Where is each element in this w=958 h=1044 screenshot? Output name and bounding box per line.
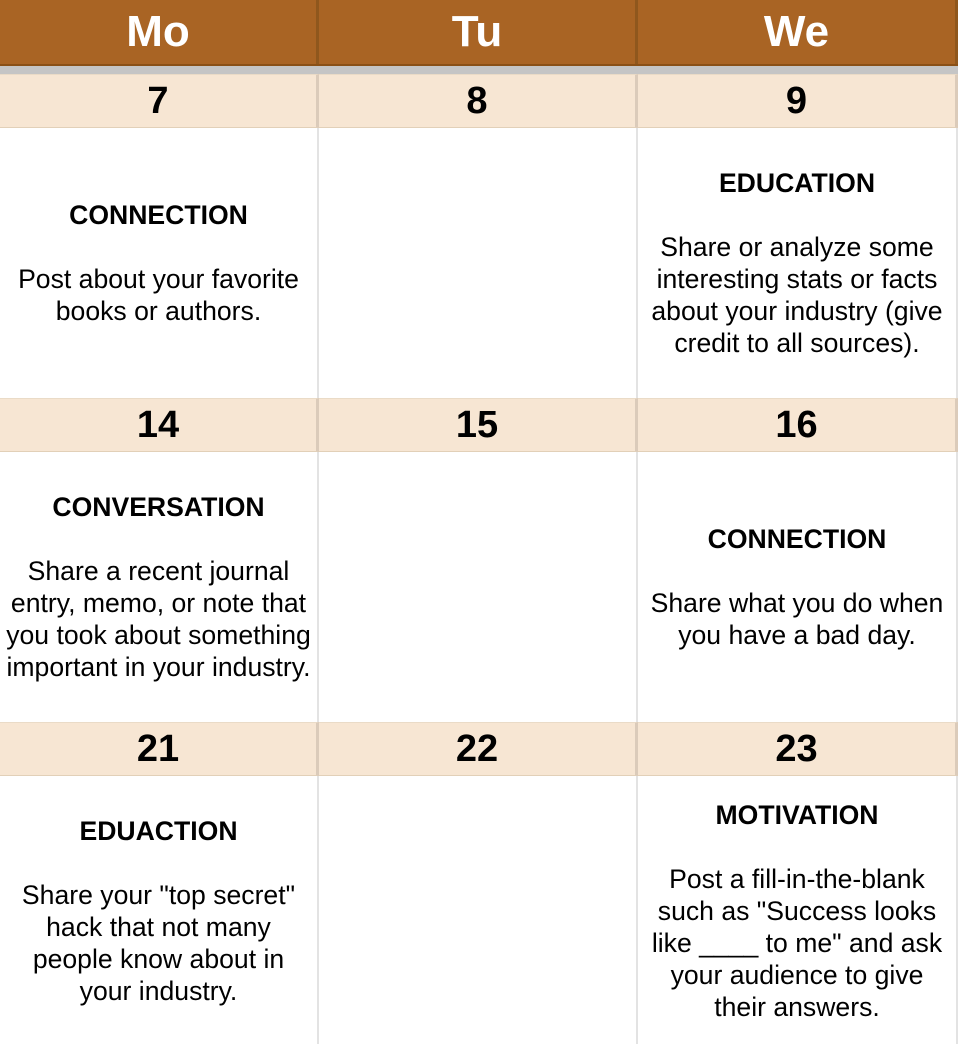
content-row-week2 bbox=[0, 452, 958, 722]
cell-text: Share what you do when you have a bad day. bbox=[650, 588, 944, 650]
cell-category: MOTIVATION bbox=[715, 800, 879, 830]
date-cell-14[interactable]: 14 bbox=[0, 398, 319, 452]
date-row-week3 bbox=[0, 722, 958, 776]
cell-category: CONNECTION bbox=[69, 200, 248, 230]
content-cell-tu-8[interactable] bbox=[319, 128, 638, 398]
content-row-week1 bbox=[0, 128, 958, 398]
day-header-tu[interactable]: Tu bbox=[319, 0, 638, 64]
cell-category: CONVERSATION bbox=[52, 492, 265, 522]
cell-category: EDUCATION bbox=[718, 168, 876, 198]
content-cell-mo-7[interactable] bbox=[0, 128, 319, 398]
day-header-row bbox=[0, 0, 958, 66]
content-cell-mo-21[interactable] bbox=[0, 776, 319, 1044]
date-row-week1 bbox=[0, 74, 958, 128]
date-cell-22[interactable]: 22 bbox=[319, 722, 638, 776]
date-cell-15[interactable]: 15 bbox=[319, 398, 638, 452]
cell-text: Share or analyze some interesting stats or facts about your industry (give credit to all sources). bbox=[651, 232, 943, 358]
cell-category: CONNECTION bbox=[707, 524, 887, 554]
cell-category: EDUACTION bbox=[79, 816, 238, 846]
date-row-week2 bbox=[0, 398, 958, 452]
date-cell-9[interactable]: 9 bbox=[638, 74, 958, 128]
content-cell-tu-22[interactable] bbox=[319, 776, 638, 1044]
cell-text: Share your "top secret" hack that not many people know about in your industry. bbox=[21, 880, 296, 1006]
date-cell-8[interactable]: 8 bbox=[319, 74, 638, 128]
date-cell-7[interactable]: 7 bbox=[0, 74, 319, 128]
day-header-mo[interactable]: Mo bbox=[0, 0, 319, 64]
content-cell-tu-15[interactable] bbox=[319, 452, 638, 722]
date-cell-23[interactable]: 23 bbox=[638, 722, 958, 776]
cell-text: Post a fill-in-the-blank such as "Success looks like ____ to me" and ask your audience to give their answers. bbox=[651, 864, 943, 1022]
cell-text: Share a recent journal entry, memo, or note that you took about something important in your industry. bbox=[6, 556, 311, 682]
date-cell-16[interactable]: 16 bbox=[638, 398, 958, 452]
content-cell-we-16[interactable] bbox=[638, 452, 958, 722]
day-header-we[interactable]: We bbox=[638, 0, 958, 64]
content-cell-we-9[interactable] bbox=[638, 128, 958, 398]
content-cell-we-23[interactable] bbox=[638, 776, 958, 1044]
content-cell-mo-14[interactable] bbox=[0, 452, 319, 722]
content-row-week3 bbox=[0, 776, 958, 1044]
date-cell-21[interactable]: 21 bbox=[0, 722, 319, 776]
frozen-row-separator bbox=[0, 66, 958, 74]
cell-text: Post about your favorite books or authors. bbox=[18, 264, 299, 326]
